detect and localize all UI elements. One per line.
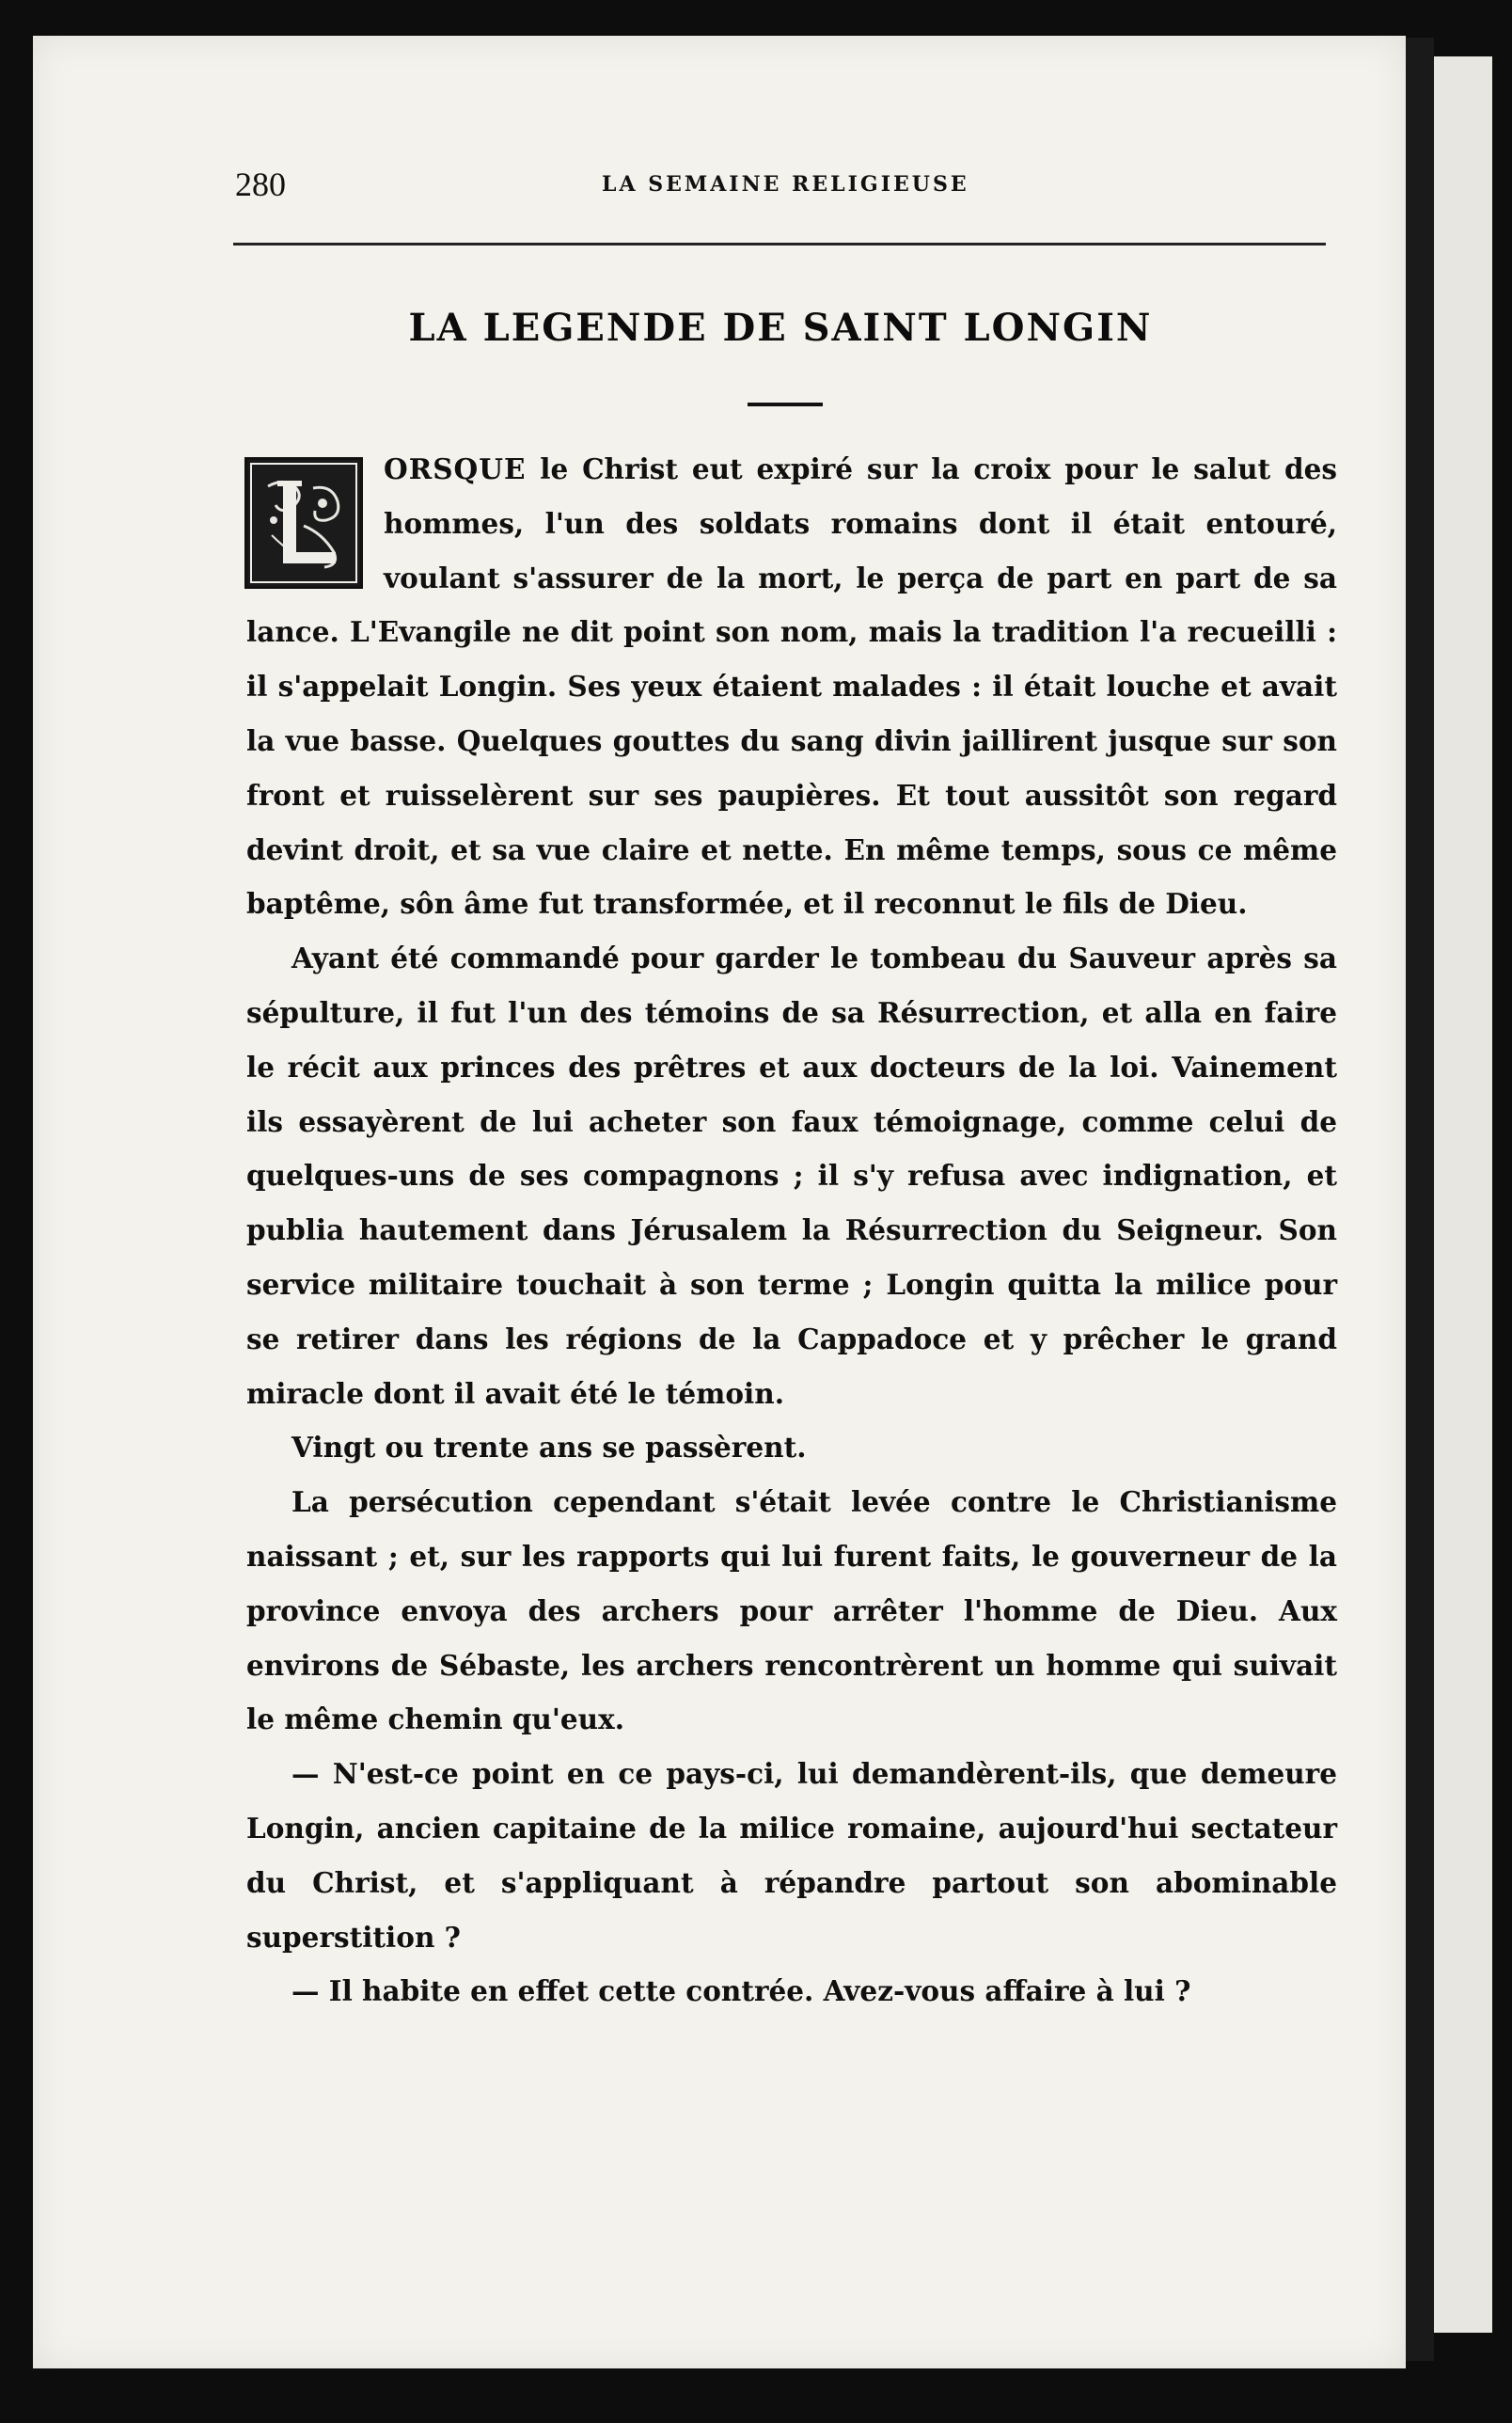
page-number: 280	[235, 166, 286, 203]
paragraph-4: La persécution cependant s'était levée contre le Christianisme naissant ; et, sur les rapports qui lui furent faits, le gouverneur de la province envoya des archers pour arrêter l'homme de Dieu. Aux environs de Sébaste, les archers rencontrèrent un homme qui suivait le même chemin qu'eux.	[246, 1485, 1337, 1736]
paragraph-2: Ayant été commandé pour garder le tombeau du Sauveur après sa sépulture, il fut l'un des témoins de sa Résurrection, et alla en faire le récit aux princes des prêtres et aux docteurs de la loi. Vainement ils essayèrent de lui acheter son faux témoignage, comme celui de quelques-uns de ses compagnons ; il s'y refusa avec indignation, et publia hautement dans Jérusalem la Résurrection du Seigneur. Son service militaire touchait à son terme ; Longin quitta la milice pour se retirer dans les régions de la Cappadoce et y prêcher le grand miracle dont il avait été le témoin.	[246, 942, 1337, 1410]
paragraph-1	[246, 442, 1337, 931]
page-header	[235, 165, 1326, 221]
running-title: LA SEMAINE RELIGIEUSE	[602, 172, 969, 197]
paragraph-5: — N'est-ce point en ce pays-ci, lui demandèrent-ils, que demeure Longin, ancien capitaine de la milice romaine, aujourd'hui sectateur du Christ, et s'appliquant à répandre partout son abominable superstition ?	[246, 1757, 1337, 1954]
first-word-rest: ORSQUE	[384, 452, 527, 485]
paragraph-6: — Il habite en effet cette contrée. Avez-vous affaire à lui ?	[291, 1974, 1191, 2008]
article-title: LA LEGENDE DE SAINT LONGIN	[408, 306, 1153, 350]
paragraph-1-text: le Christ eut expiré sur la croix pour le salut des hommes, l'un des soldats romains dont il était entouré, voulant s'assurer de la mort, le perça de part en part de sa lance. L'Evangile ne dit point son nom, mais la tradition l'a recueilli : il s'appelait Longin. Ses yeux étaient malades : il était louche et avait la vue basse. Quelques gouttes du sang divin jaillirent jusque sur son front et ruisselèrent sur ses paupières. Et tout aussitôt son regard devint droit, et sa vue claire et nette. En même temps, sous ce même baptême, sôn âme fut transformée, et il reconnut le fils de Dieu.	[246, 452, 1337, 921]
header-rule	[233, 243, 1326, 245]
adjacent-page-edge	[1434, 56, 1492, 2333]
title-rule	[748, 403, 823, 406]
ornate-letter-L-icon	[244, 457, 363, 589]
article-body	[246, 442, 1337, 2019]
page-gutter-shadow	[1406, 38, 1434, 2361]
paragraph-3: Vingt ou trente ans se passèrent.	[291, 1431, 807, 1465]
